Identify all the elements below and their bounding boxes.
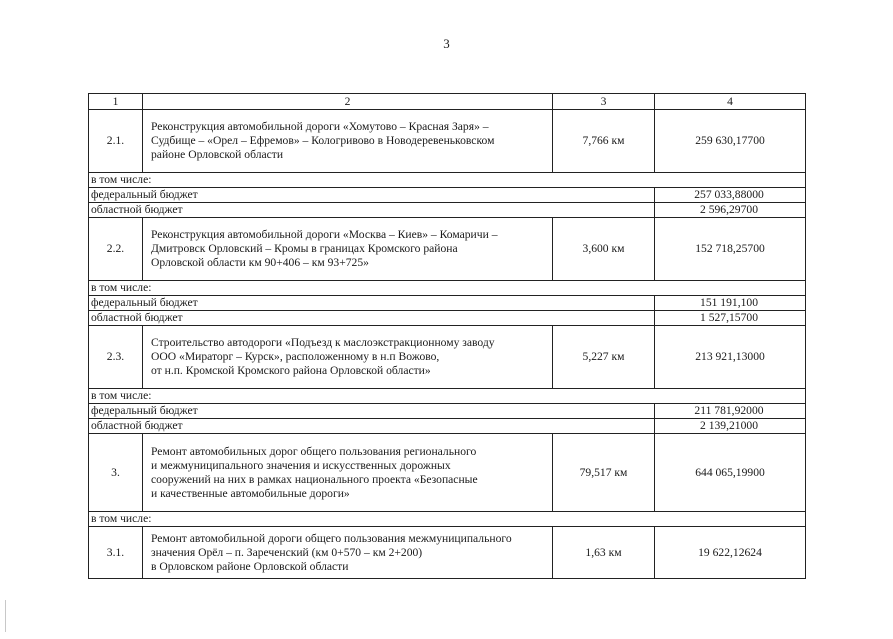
subheading-label: в том числе: <box>89 173 806 188</box>
item-length: 5,227 км <box>553 326 655 389</box>
description-line: и межмуниципального значения и искусственных дорожных <box>151 458 451 472</box>
item-description <box>143 110 553 173</box>
budget-row <box>89 311 806 326</box>
description-line: районе Орловской области <box>151 148 284 161</box>
description-line: от н.п. Кромской Кромского района Орловской области» <box>151 364 431 377</box>
item-length: 79,517 км <box>553 434 655 512</box>
description-line: сооружений на них в рамках национального проекта «Безопасные <box>151 472 478 486</box>
header-cell-2: 2 <box>143 94 553 110</box>
item-number: 2.2. <box>89 218 143 281</box>
budget-row <box>89 419 806 434</box>
header-cell-1: 1 <box>89 94 143 110</box>
description-line: ООО «Мираторг – Курск», расположенному в н.п Вожово, <box>151 350 440 363</box>
header-cell-3: 3 <box>553 94 655 110</box>
description-line: и качественные автомобильные дороги» <box>151 486 350 500</box>
table-row <box>89 527 806 579</box>
description-line: Судбище – «Орел – Ефремов» – Кологривово в Новодеревеньковском <box>151 134 495 147</box>
page-number: 3 <box>443 36 450 51</box>
item-amount: 213 921,13000 <box>655 326 806 389</box>
description-line: Орловской области км 90+406 – км 93+725» <box>151 256 369 269</box>
subheading-label: в том числе: <box>89 389 806 404</box>
table-row <box>89 326 806 389</box>
funding-table <box>88 93 806 579</box>
item-amount: 644 065,19900 <box>655 434 806 512</box>
description-line: Ремонт автомобильных дорог общего пользования регионального <box>151 444 477 458</box>
budget-label: областной бюджет <box>89 419 655 434</box>
item-description <box>143 527 553 579</box>
budget-label: федеральный бюджет <box>89 188 655 203</box>
budget-row <box>89 203 806 218</box>
budget-row <box>89 188 806 203</box>
table-row <box>89 218 806 281</box>
description-line: Строительство автодороги «Подъезд к маслоэкстракционному заводу <box>151 336 495 349</box>
header-cell-4: 4 <box>655 94 806 110</box>
item-number: 2.3. <box>89 326 143 389</box>
budget-label: федеральный бюджет <box>89 404 655 419</box>
item-description <box>143 326 553 389</box>
item-length: 7,766 км <box>553 110 655 173</box>
budget-amount: 257 033,88000 <box>655 188 806 203</box>
item-length: 1,63 км <box>553 527 655 579</box>
subheading-row <box>89 512 806 527</box>
item-description <box>143 218 553 281</box>
item-length: 3,600 км <box>553 218 655 281</box>
description-line: Реконструкция автомобильной дороги «Москва – Киев» – Комаричи – <box>151 228 498 241</box>
subheading-row <box>89 173 806 188</box>
item-description <box>143 434 553 512</box>
budget-label: областной бюджет <box>89 203 655 218</box>
budget-amount: 1 527,15700 <box>655 311 806 326</box>
subheading-row <box>89 389 806 404</box>
budget-amount: 2 139,21000 <box>655 419 806 434</box>
item-number: 3. <box>89 434 143 512</box>
budget-row <box>89 296 806 311</box>
item-amount: 19 622,12624 <box>655 527 806 579</box>
description-line: Дмитровск Орловский – Кромы в границах Кромского района <box>151 242 458 255</box>
budget-amount: 2 596,29700 <box>655 203 806 218</box>
description-line: в Орловском районе Орловской области <box>151 559 349 573</box>
description-line: значения Орёл – п. Зареченский (км 0+570 – км 2+200) <box>151 545 423 559</box>
table-row <box>89 110 806 173</box>
budget-row <box>89 404 806 419</box>
budget-label: федеральный бюджет <box>89 296 655 311</box>
scan-margin-mark <box>5 600 6 632</box>
item-amount: 152 718,25700 <box>655 218 806 281</box>
item-number: 2.1. <box>89 110 143 173</box>
item-amount: 259 630,17700 <box>655 110 806 173</box>
budget-label: областной бюджет <box>89 311 655 326</box>
budget-amount: 151 191,100 <box>655 296 806 311</box>
budget-amount: 211 781,92000 <box>655 404 806 419</box>
subheading-label: в том числе: <box>89 512 806 527</box>
table-row <box>89 434 806 512</box>
table-header-row <box>89 94 806 110</box>
description-line: Реконструкция автомобильной дороги «Хомутово – Красная Заря» – <box>151 120 489 133</box>
description-line: Ремонт автомобильной дороги общего пользования межмуниципального <box>151 531 512 545</box>
item-number: 3.1. <box>89 527 143 579</box>
subheading-row <box>89 281 806 296</box>
subheading-label: в том числе: <box>89 281 806 296</box>
